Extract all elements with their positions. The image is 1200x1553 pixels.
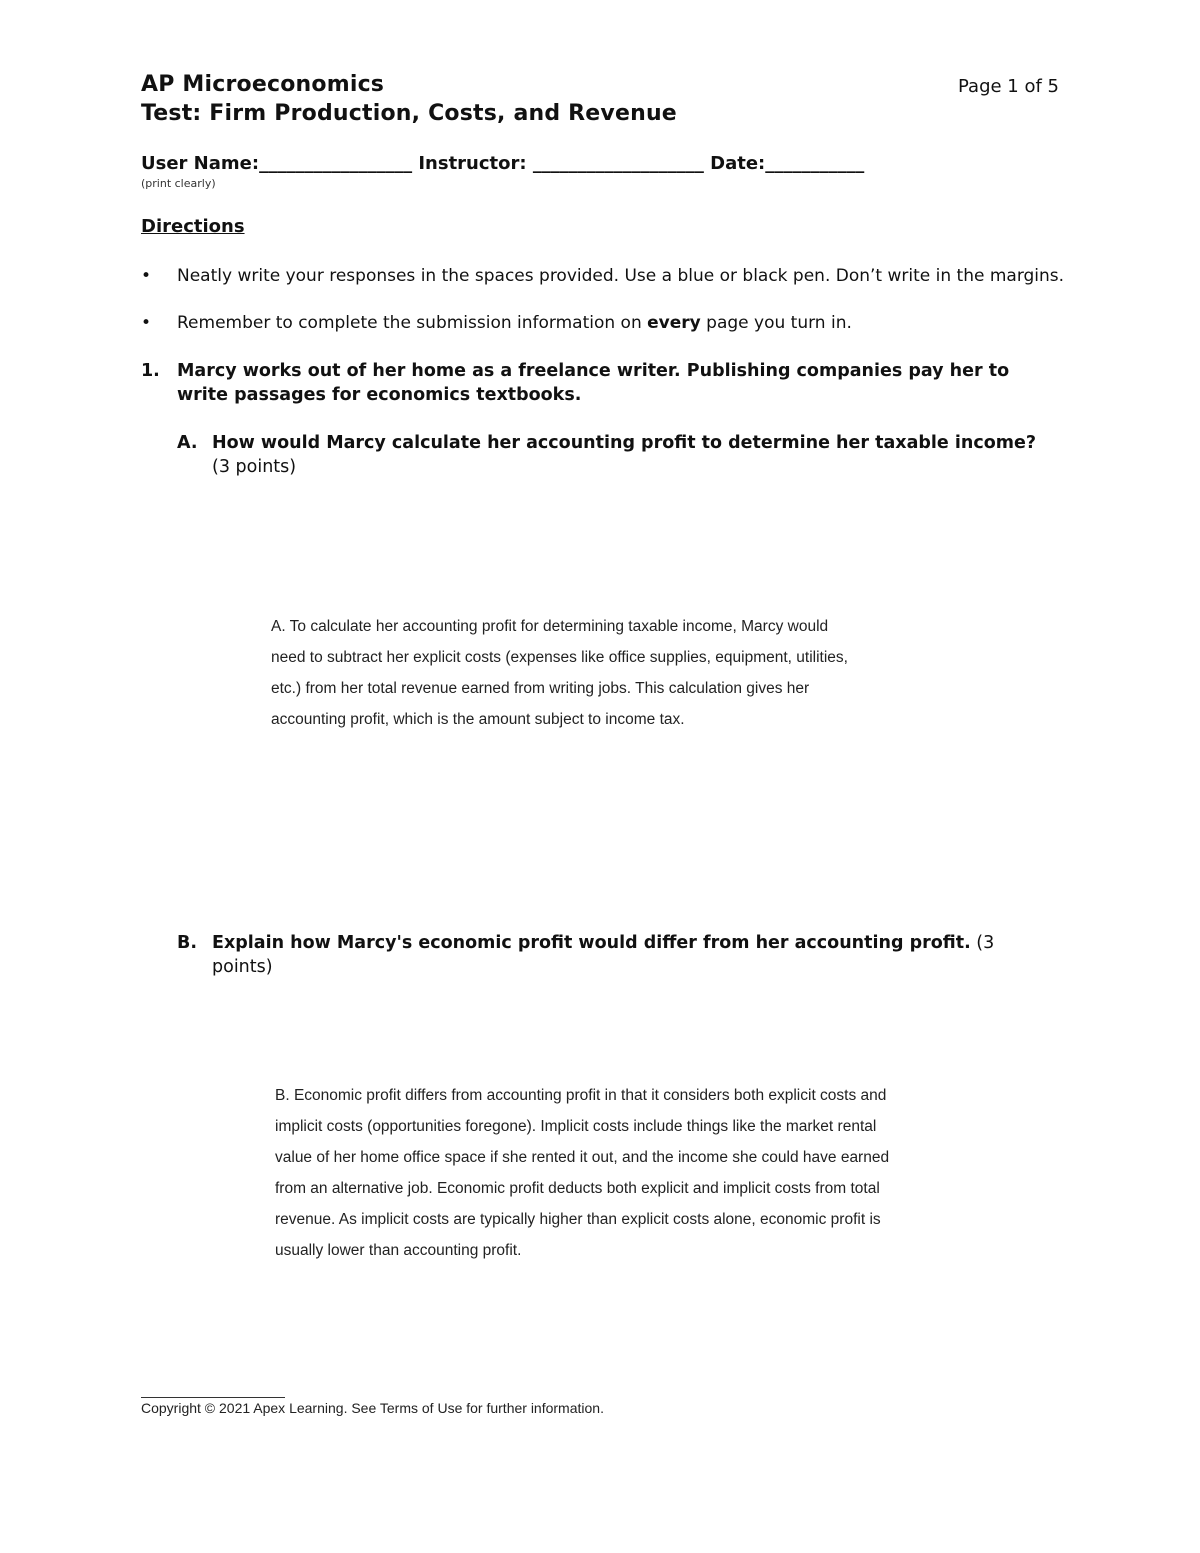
question-prompt: Marcy works out of her home as a freelance writer. Publishing companies pay her to write passages for economics textbooks. (177, 361, 1010, 405)
directions-heading: Directions (141, 216, 245, 237)
direction-bullet (141, 264, 1071, 314)
part-a-letter: A. (177, 433, 198, 453)
answer-line: implicit costs (opportunities foregone). Implicit costs include things like the market rental (275, 1118, 877, 1135)
date-blank[interactable]: ___________ (765, 153, 865, 174)
direction-text: Neatly write your responses in the spaces provided. Use a blue or black pen. Don’t write in the margins. (177, 266, 1065, 286)
print-clearly-note: (print clearly) (141, 177, 216, 190)
submission-fields (141, 153, 864, 174)
part-a-answer (271, 611, 971, 735)
answer-line: A. To calculate her accounting profit for determining taxable income, Marcy would (271, 618, 829, 635)
part-a-prompt: How would Marcy calculate her accounting profit to determine her taxable income? (3 points) (212, 433, 1036, 477)
copyright-notice: Copyright © 2021 Apex Learning. See Terms of Use for further information. (141, 1400, 604, 1416)
emphasis-every: every (647, 313, 701, 333)
instructor-blank[interactable]: ___________________ (532, 153, 704, 174)
question-number: 1. (141, 361, 160, 381)
date-label: Date: (710, 153, 766, 174)
answer-line: etc.) from her total revenue earned from writing jobs. This calculation gives her (271, 680, 810, 697)
answer-line: B. Economic profit differs from accounting profit in that it considers both explicit costs and (275, 1087, 887, 1104)
footer-divider (141, 1397, 285, 1398)
answer-line: value of her home office space if she rented it out, and the income she could have earned (275, 1149, 890, 1166)
part-b-answer (275, 1080, 1035, 1266)
answer-line: from an alternative job. Economic profit deducts both explicit and implicit costs from total (275, 1180, 880, 1197)
bullet-icon: • (141, 266, 152, 286)
test-title: Test: Firm Production, Costs, and Revenue (141, 101, 677, 126)
part-a-points: (3 points) (212, 457, 297, 477)
user-name-label: User Name: (141, 153, 260, 174)
user-name-blank[interactable]: _________________ (259, 153, 413, 174)
instructor-label: Instructor: (418, 153, 527, 174)
answer-line: accounting profit, which is the amount subject to income tax. (271, 711, 685, 728)
direction-text: Remember to complete the submission information on every page you turn in. (177, 313, 852, 333)
answer-line: need to subtract her explicit costs (expenses like office supplies, equipment, utilities, (271, 649, 848, 666)
part-b-letter: B. (177, 933, 197, 953)
course-title: AP Microeconomics (141, 72, 385, 97)
page-number: Page 1 of 5 (958, 76, 1059, 97)
answer-line: revenue. As implicit costs are typically higher than explicit costs alone, economic profit is (275, 1211, 881, 1228)
direction-bullet (141, 311, 1071, 337)
part-b-prompt: Explain how Marcy's economic profit would differ from her accounting profit. (3 points) (212, 933, 995, 977)
bullet-icon: • (141, 313, 152, 333)
answer-line: usually lower than accounting profit. (275, 1242, 522, 1259)
part-b-points: (3 points) (212, 933, 995, 977)
